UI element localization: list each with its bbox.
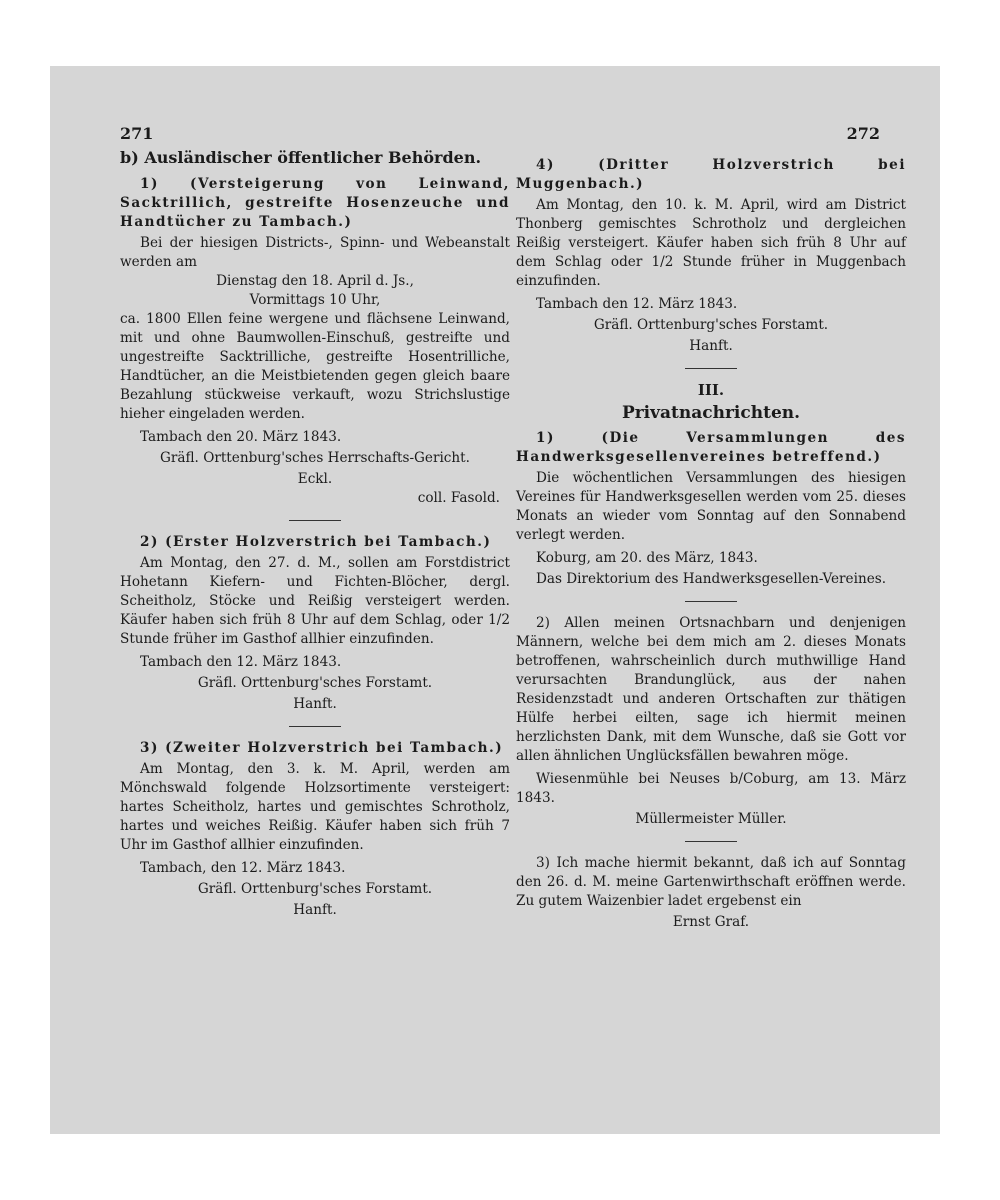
notice-body: Am Montag, den 27. d. M., sollen am Forstdistrict Hohetann Kiefern- und Fichten-Blöcher, dergl. Scheitholz, Stöcke und Reißig versteigert werden. Käufer haben sich früh 8 Uhr auf dem Schlag, oder 1/2 Stunde früher im Gasthof allhier einzufinden. [120, 555, 510, 647]
notice-signature: Müllermeister Müller. [635, 811, 787, 827]
notice-intro: Bei der hiesigen Districts-, Spinn- und Webeanstalt werden am [120, 235, 510, 270]
notice-authority: Gräfl. Orttenburg'sches Forstamt. [197, 675, 433, 691]
page-number-left: 271 [120, 124, 154, 143]
notice-cosignature: coll. Fasold. [417, 490, 500, 506]
notice-body: ca. 1800 Ellen feine wergene und flächsene Leinwand, mit und ohne Baumwollen-Einschuß, gestreifte und ungestreifte Sacktrilliche, gestreifte Hosentrilliche, Handtücher, an die Meistbietenden gegen gleich baare Bezahlung stückweise verkauft, wozu Strichslustige hieher eingeladen werden. [120, 311, 510, 422]
notice-place-date: Tambach den 12. März 1843. [140, 654, 342, 670]
notice-authority: Gräfl. Orttenburg'sches Forstamt. [593, 317, 829, 333]
notice-place-date: Tambach den 20. März 1843. [140, 429, 342, 445]
notice-linen-auction [120, 175, 510, 508]
notice-craftsmen-association [516, 429, 906, 589]
notice-time-line: Vormittags 10 Uhr, [249, 292, 381, 308]
notice-signature: Eckl. [297, 471, 333, 487]
scanned-page [50, 66, 940, 1134]
right-column [516, 126, 906, 934]
left-column [120, 126, 510, 922]
notice-title: 2) (Erster Holzverstrich bei Tambach.) [140, 534, 492, 550]
notice-authority: Gräfl. Orttenburg'sches Forstamt. [197, 881, 433, 897]
notice-body: Die wöchentlichen Versammlungen des hiesigen Vereines für Handwerksgesellen werden vom 25. dieses Monats an wieder vom Sonntag auf den Sonnabend verlegt werden. [516, 470, 906, 543]
section-heading-foreign-authorities: b) Ausländischer öffentlicher Behörden. [120, 148, 482, 167]
section-title-private-news: Privatnachrichten. [621, 403, 801, 423]
notice-signature: Hanft. [293, 696, 337, 712]
separator-rule [289, 726, 341, 727]
page-number-right: 272 [846, 124, 880, 143]
notice-title: 3) (Zweiter Holzverstrich bei Tambach.) [140, 740, 504, 756]
notice-signature: Hanft. [689, 338, 733, 354]
notice-signature: Ernst Graf. [672, 914, 750, 930]
separator-rule [685, 368, 737, 369]
notice-first-wood-auction [120, 533, 510, 714]
notice-beer-garden-opening [516, 854, 906, 932]
notice-body: Am Montag, den 3. k. M. April, werden am Mönchswald folgende Holzsortimente versteigert: hartes Scheitholz, hartes und gemischtes Schrotholz, hartes und weiches Reißig. Käufer haben sich früh 7 Uhr im Gasthof allhier einzufinden. [120, 761, 510, 853]
section-number: III. [697, 381, 725, 399]
notice-place-date: Tambach, den 12. März 1843. [140, 860, 346, 876]
notice-authority: Gräfl. Orttenburg'sches Herrschafts-Gericht. [160, 450, 470, 466]
notice-thanks-fire [516, 614, 906, 829]
notice-place-date: Wiesenmühle bei Neuses b/Coburg, am 13. März 1843. [516, 771, 906, 806]
separator-rule [289, 520, 341, 521]
notice-signature: Das Direktorium des Handwerksgesellen-Vereines. [535, 571, 887, 587]
notice-date-line: Dienstag den 18. April d. Js., [216, 273, 414, 289]
separator-rule [685, 841, 737, 842]
notice-place-date: Koburg, am 20. des März, 1843. [536, 550, 758, 566]
notice-second-wood-auction [120, 739, 510, 920]
notice-title: 1) (Versteigerung von Leinwand, Sacktrillich, gestreifte Hosenzeuche und Handtücher zu Tambach.) [120, 176, 510, 230]
notice-body: 3) Ich mache hiermit bekannt, daß ich auf Sonntag den 26. d. M. meine Gartenwirthschaft eröffnen werde. Zu gutem Waizenbier ladet ergebenst ein [516, 855, 906, 909]
notice-place-date: Tambach den 12. März 1843. [536, 296, 738, 312]
notice-signature: Hanft. [293, 902, 337, 918]
notice-body: Am Montag, den 10. k. M. April, wird am District Thonberg gemischtes Schrotholz und dergleichen Reißig versteigert. Käufer haben sich früh 8 Uhr auf dem Schlag oder 1/2 Stunde früher in Muggenbach einzufinden. [516, 197, 906, 289]
notice-title: 1) (Die Versammlungen des Handwerksgesellenvereines betreffend.) [516, 430, 906, 465]
notice-body: 2) Allen meinen Ortsnachbarn und denjenigen Männern, welche bei dem mich am 2. dieses Monats betroffenen, wahrscheinlich durch muthwillige Hand verursachten Brandunglück, aus der nahen Residenzstadt und anderen Ortschaften zur thätigen Hülfe herbei eilten, sage ich hiermit meinen herzlichsten Dank, mit dem Wunsche, daß sie Gott vor allen ähnlichen Unglücksfällen bewahren möge. [516, 615, 906, 764]
notice-third-wood-auction [516, 156, 906, 356]
separator-rule [685, 601, 737, 602]
notice-title: 4) (Dritter Holzverstrich bei Muggenbach.) [516, 157, 906, 192]
